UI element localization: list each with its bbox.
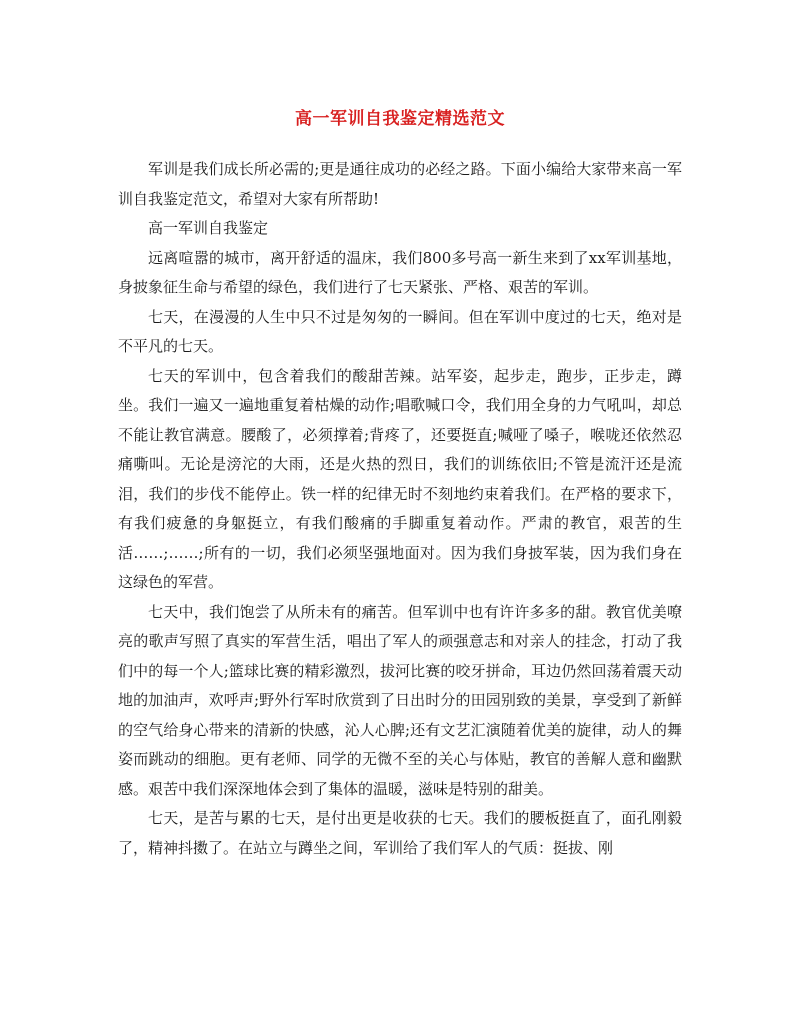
document-body [118,155,682,863]
paragraph-subheading: 高一军训自我鉴定 [148,219,269,237]
document-title: 高一军训自我鉴定精选范文 [295,109,505,129]
paragraph-seven-days: 七天，在漫漫的人生中只不过是匆匆的一瞬间。但在军训中度过的七天，绝对是不平凡的七天。 [118,307,682,355]
paragraph-intro: 军训是我们成长所必需的;更是通往成功的必经之路。下面小编给大家带来高一军训自我鉴定范文，希望对大家有所帮助! [118,160,682,208]
paragraph-arrival: 远离喧嚣的城市，离开舒适的温床，我们800多号高一新生来到了xx军训基地，身披象征生命与希望的绿色，我们进行了七天紧张、严格、艰苦的军训。 [118,248,682,296]
paragraph-gains: 七天，是苦与累的七天，是付出更是收获的七天。我们的腰板挺直了，面孔刚毅了，精神抖擞了。在站立与蹲坐之间，军训给了我们军人的气质：挺拔、刚 [118,809,682,857]
paragraph-sweetness: 七天中，我们饱尝了从所未有的痛苦。但军训中也有许许多多的甜。教官优美嘹亮的歌声写照了真实的军营生活，唱出了军人的顽强意志和对亲人的挂念，打动了我们中的每一个人;篮球比赛的精彩激烈，拔河比赛的咬牙拼命，耳边仍然回荡着震天动地的加油声，欢呼声;野外行军时欣赏到了日出时分的田园别致的美景，享受到了新鲜的空气给身心带来的清新的快感，沁人心脾;还有文艺汇演随着优美的旋律，动人的舞姿而跳动的细胞。更有老师、同学的无微不至的关心与体贴，教官的善解人意和幽默感。艰苦中我们深深地体会到了集体的温暖，滋味是特别的甜美。 [118,602,682,798]
paragraph-hardships: 七天的军训中，包含着我们的酸甜苦辣。站军姿，起步走，跑步，正步走，蹲坐。我们一遍又一遍地重复着枯燥的动作;唱歌喊口令，我们用全身的力气吼叫，却总不能让教官满意。腰酸了，必须撑着;背疼了，还要挺直;喊哑了嗓子，喉咙还依然忍痛嘶叫。无论是滂沱的大雨，还是火热的烈日，我们的训练依旧;不管是流汗还是流泪，我们的步伐不能停止。铁一样的纪律无时不刻地约束着我们。在严格的要求下，有我们疲惫的身躯挺立，有我们酸痛的手脚重复着动作。严肃的教官，艰苦的生活……;……;所有的一切，我们必须坚强地面对。因为我们身披军装，因为我们身在这绿色的军营。 [118,366,682,591]
